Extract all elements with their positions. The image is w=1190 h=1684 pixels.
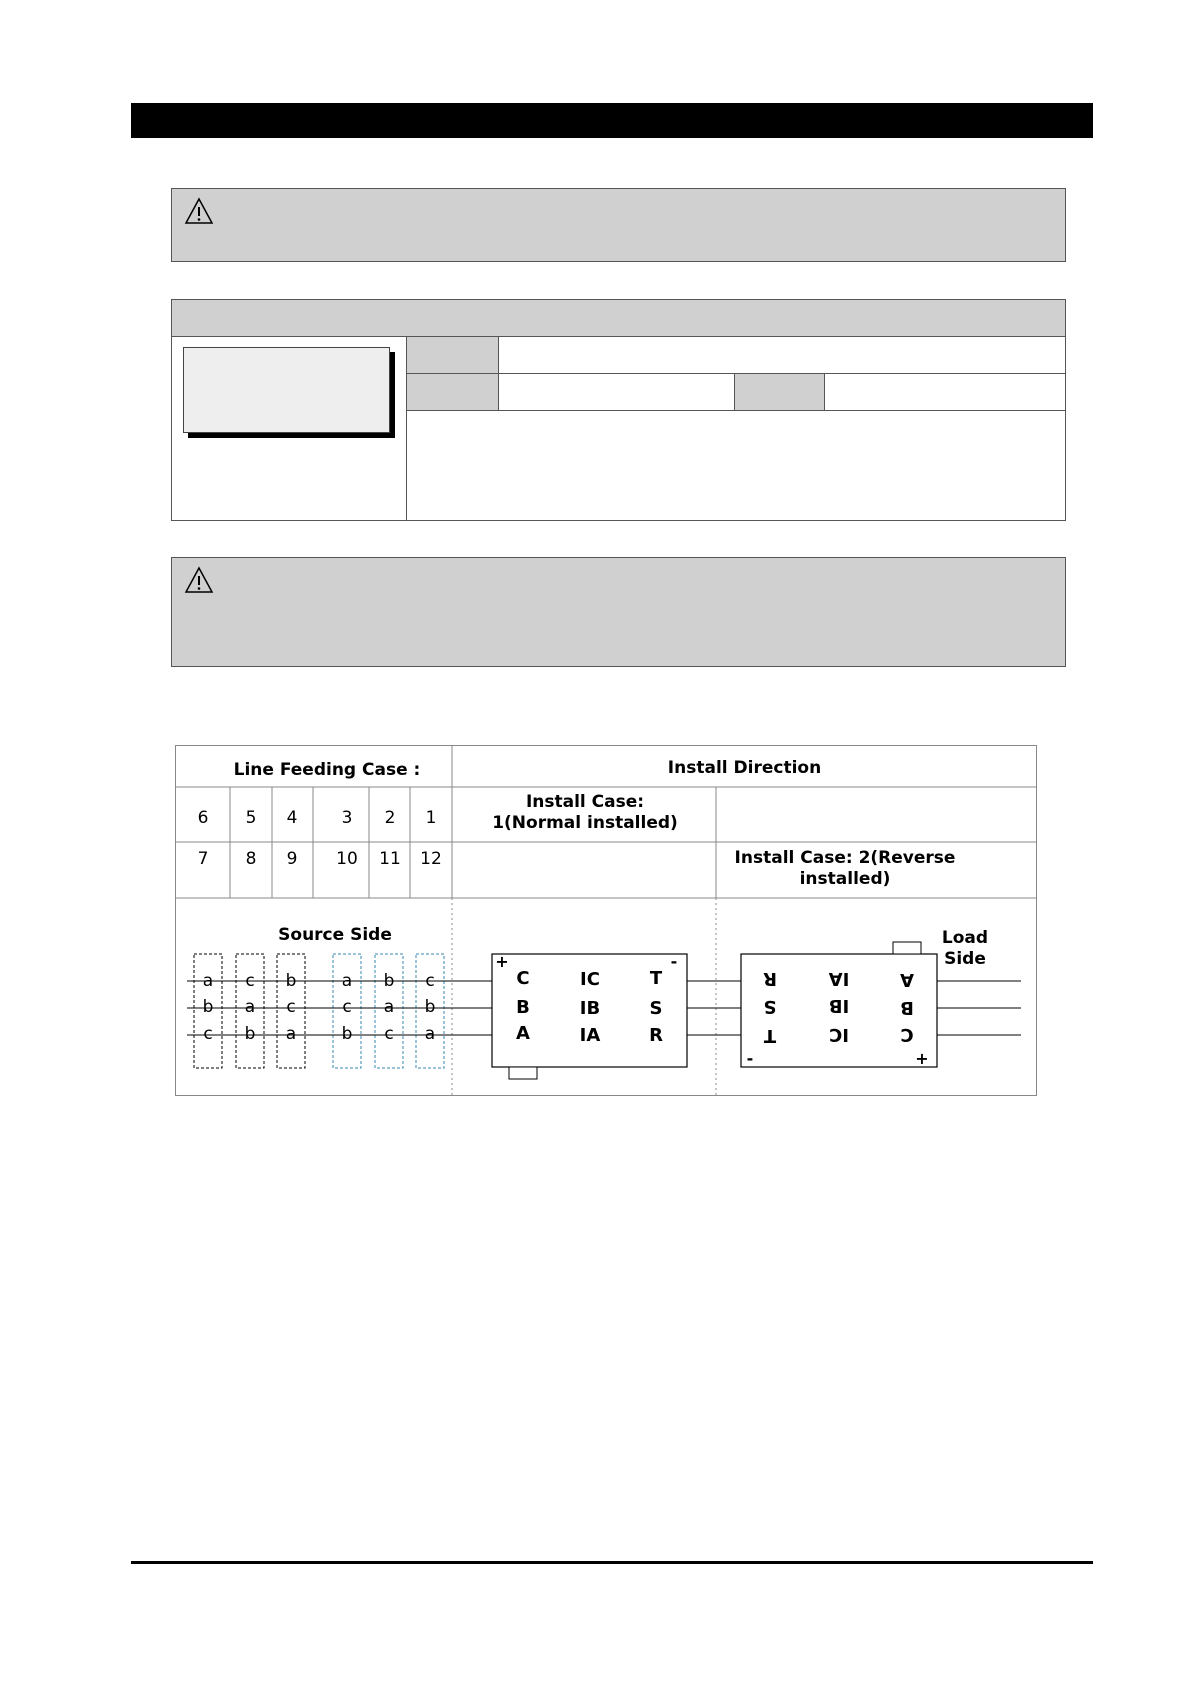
- case-number: 1: [425, 808, 437, 828]
- lcd-display: [183, 347, 390, 433]
- ct-terminal-label: T: [649, 967, 663, 989]
- ct-terminal-label: IA: [579, 1024, 601, 1046]
- source-letter: b: [285, 971, 297, 991]
- case-number: 4: [286, 808, 298, 828]
- case-number: 5: [245, 808, 257, 828]
- source-letter: a: [285, 1024, 297, 1044]
- ct-normal-minus: -: [670, 951, 678, 971]
- source-letter: c: [203, 1024, 213, 1044]
- warning-icon: [184, 566, 214, 594]
- ct-terminal-label: T: [763, 1025, 777, 1047]
- warning-icon: [184, 197, 214, 225]
- source-letter: b: [424, 997, 436, 1017]
- param-label-cell: [407, 337, 499, 374]
- phase-lines-between: [687, 981, 741, 1035]
- case-number: 6: [197, 808, 209, 828]
- case-number: 2: [384, 808, 396, 828]
- source-column-boxes: [194, 954, 444, 1068]
- ct-terminal-label: B: [516, 996, 530, 1018]
- footer-rule: [131, 1561, 1093, 1564]
- parameter-header: [172, 300, 1065, 337]
- install-direction-table: [175, 745, 1037, 1096]
- param-label-cell: [735, 374, 825, 411]
- source-letter: a: [424, 1024, 436, 1044]
- ct-terminal-label: IC: [829, 1024, 849, 1046]
- case-number: 11: [379, 849, 401, 869]
- ct-terminal-label: A: [900, 969, 914, 991]
- ct-terminal-label: C: [900, 1024, 914, 1046]
- load-side-label: Load Side: [941, 928, 989, 969]
- case-number: 9: [286, 849, 298, 869]
- warning-box: [171, 188, 1066, 262]
- source-letter: c: [384, 1024, 394, 1044]
- parameter-box: [171, 299, 1066, 521]
- ct-terminal-label: IB: [579, 997, 601, 1019]
- param-value-cell: [499, 337, 1065, 374]
- param-label-cell: [407, 374, 499, 411]
- param-value-cell: [825, 374, 1065, 411]
- ct-reverse-tab: [893, 942, 921, 954]
- ct-terminal-label: R: [649, 1024, 663, 1046]
- source-letter: c: [342, 997, 352, 1017]
- case-number: 12: [420, 849, 442, 869]
- ct-normal-plus: +: [495, 951, 509, 971]
- source-side-label: Source Side: [278, 925, 392, 945]
- ct-terminal-label: C: [516, 967, 530, 989]
- ct-terminal-label: IC: [580, 968, 600, 990]
- source-letter: b: [202, 997, 214, 1017]
- source-letter: a: [341, 971, 353, 991]
- parameter-display-panel: [172, 337, 407, 520]
- case-number: 10: [336, 849, 358, 869]
- install-direction-header: Install Direction: [667, 757, 822, 778]
- warning-box: [171, 557, 1066, 667]
- source-letter: a: [383, 997, 395, 1017]
- case-number: 8: [245, 849, 257, 869]
- ct-terminal-label: B: [900, 997, 914, 1019]
- ct-terminal-label: R: [763, 968, 777, 990]
- ct-terminal-label: S: [649, 997, 663, 1019]
- ct-terminal-label: IB: [828, 995, 850, 1017]
- ct-terminal-label: A: [516, 1022, 530, 1044]
- case-number: 7: [197, 849, 209, 869]
- source-letter: b: [341, 1024, 353, 1044]
- line-feeding-case-header: Line Feeding Case :: [233, 760, 421, 780]
- header-bar: [131, 103, 1093, 138]
- param-value-cell: [499, 374, 735, 411]
- source-letter: c: [425, 971, 435, 991]
- source-letter: b: [383, 971, 395, 991]
- ct-terminal-label: S: [763, 996, 777, 1018]
- ct-terminal-label: IA: [828, 968, 850, 990]
- source-letter: b: [244, 1024, 256, 1044]
- install-case-2-label: Install Case: 2(Reverse installed): [734, 848, 956, 889]
- source-letter: c: [245, 971, 255, 991]
- case-number: 3: [341, 808, 353, 828]
- phase-lines-load: [937, 981, 1021, 1035]
- source-letter: a: [244, 997, 256, 1017]
- source-letter: c: [286, 997, 296, 1017]
- install-case-1-label: Install Case: 1(Normal installed): [492, 792, 678, 833]
- ct-normal-tab: [509, 1067, 537, 1079]
- source-letter: a: [202, 971, 214, 991]
- ct-reverse-plus: +: [915, 1048, 929, 1068]
- ct-reverse-minus: -: [746, 1048, 754, 1068]
